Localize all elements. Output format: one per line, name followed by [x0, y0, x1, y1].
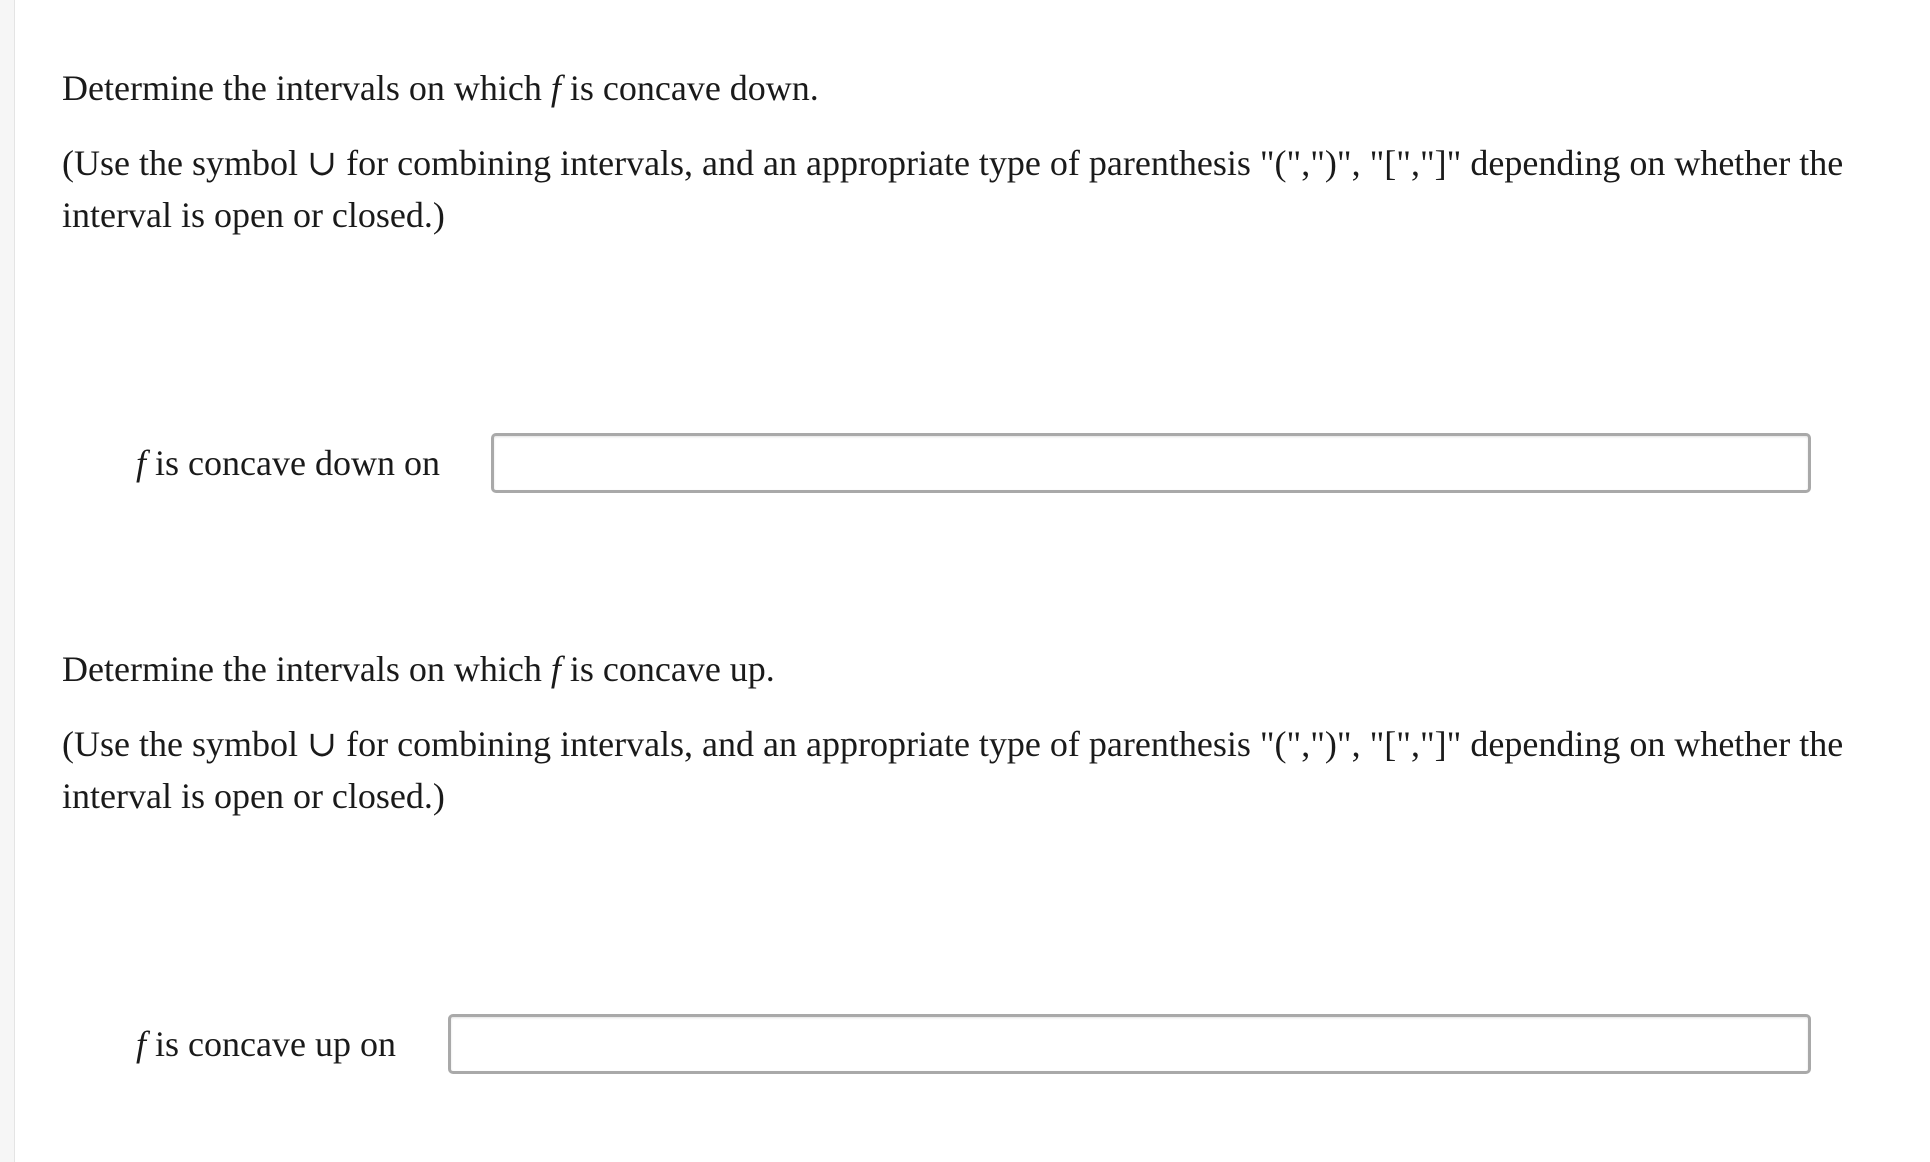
- prompt-text: is concave down.: [560, 68, 819, 108]
- concave-up-answer-input[interactable]: [448, 1014, 1811, 1074]
- prompt-text: is concave up.: [560, 649, 775, 689]
- concave-down-answer-input[interactable]: [491, 433, 1811, 493]
- answer-label-text: is concave up on: [146, 1024, 396, 1064]
- concave-down-answer-label: [136, 437, 440, 489]
- question-concave-up-instructions: (Use the symbol ∪ for combining intervals, and an appropriate type of parenthesis "(",")", "[","]" depending on whether the interval is open or closed.): [62, 724, 1844, 816]
- question-concave-down-prompt: [62, 62, 819, 114]
- function-symbol: f: [136, 1024, 147, 1064]
- left-page-border: [0, 0, 15, 1162]
- prompt-text: Determine the intervals on which: [62, 68, 551, 108]
- function-symbol: f: [136, 443, 147, 483]
- question-concave-up-prompt: [62, 643, 775, 695]
- function-symbol: f: [550, 649, 561, 689]
- function-symbol: f: [550, 68, 561, 108]
- prompt-text: Determine the intervals on which: [62, 649, 551, 689]
- question-concave-down-instructions: (Use the symbol ∪ for combining intervals, and an appropriate type of parenthesis "(",")", "[","]" depending on whether the interval is open or closed.): [62, 143, 1844, 235]
- concave-up-answer-label: [136, 1018, 396, 1070]
- answer-label-text: is concave down on: [146, 443, 440, 483]
